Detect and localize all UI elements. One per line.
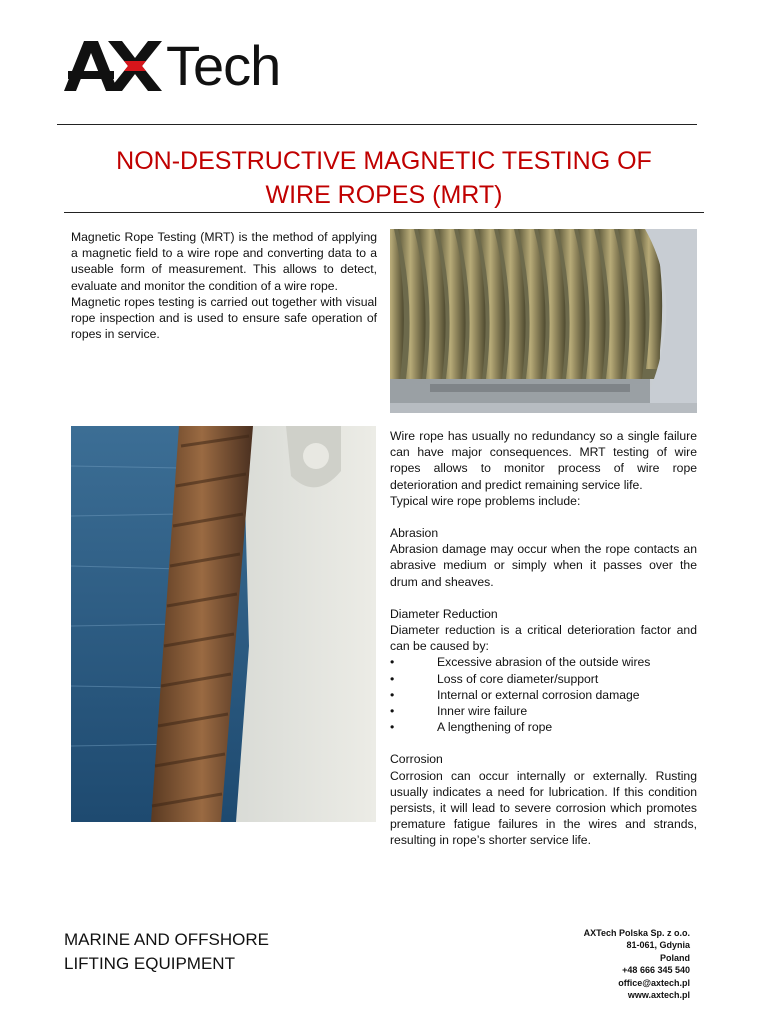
list-item: • Excessive abrasion of the outside wires — [390, 655, 651, 670]
ax-logo-mark — [64, 41, 164, 91]
tagline-line-2: LIFTING EQUIPMENT — [64, 954, 235, 973]
bullet-icon: • — [390, 720, 395, 735]
diameter-causes-list — [390, 654, 697, 735]
company-logo — [64, 36, 280, 96]
title-line-2: WIRE ROPES (MRT) — [265, 181, 503, 209]
intro-paragraph-2: Magnetic ropes testing is carried out together with visual rope inspection and is used to ensure safe operation of ropes in service. — [71, 294, 377, 342]
logo-wordmark: Tech — [166, 34, 281, 97]
contact-info — [584, 927, 690, 1001]
list-item: • Inner wire failure — [390, 704, 528, 719]
header-divider — [57, 124, 697, 125]
tagline-line-1: MARINE AND OFFSHORE — [64, 930, 269, 949]
body-paragraph-1: Wire rope has usually no redundancy so a single failure can have major consequences. MRT testing of wire ropes allows to monitor process of wire rope deterioration and predict remaining service life. — [390, 429, 697, 492]
bullet-icon: • — [390, 671, 395, 686]
footer-tagline — [64, 928, 269, 976]
body-paragraph-2: Typical wire rope problems include: — [390, 493, 581, 508]
title-divider — [64, 212, 704, 213]
company-website[interactable]: www.axtech.pl — [627, 990, 690, 1001]
intro-paragraph-1: Magnetic Rope Testing (MRT) is the method of applying a magnetic field to a wire rope and converting data to a useable form of measurement. This allows to detect, evaluate and monitor the condition of a wire rope. — [71, 230, 377, 293]
company-address: 81-061, Gdynia — [626, 940, 690, 951]
abrasion-heading: Abrasion — [390, 526, 439, 541]
title-line-1: NON-DESTRUCTIVE MAGNETIC TESTING OF — [116, 147, 652, 175]
bullet-icon: • — [390, 704, 395, 719]
list-item: • Loss of core diameter/support — [390, 671, 599, 686]
corrosion-text: Corrosion can occur internally or externally. Rusting usually indicates a need for lubrication. If this condition persists, it will lead to severe corrosion which promotes premature fatigue failures in the wires and strands, resulting in rope’s shorter service life. — [390, 768, 697, 848]
page-title — [64, 144, 704, 212]
abrasion-text: Abrasion damage may occur when the rope contacts an abrasive medium or simply when it passes over the drum and sheaves. — [390, 542, 697, 589]
bullet-icon: • — [390, 687, 395, 702]
company-name: AXTech Polska Sp. z o.o. — [583, 928, 690, 938]
bullet-icon: • — [390, 655, 395, 670]
list-item: • A lengthening of rope — [390, 720, 553, 735]
list-item: • Internal or external corrosion damage — [390, 687, 640, 702]
company-phone[interactable]: +48 666 345 540 — [622, 965, 690, 976]
problems-section — [390, 428, 697, 849]
corroded-rope-photo — [71, 426, 376, 822]
intro-section — [71, 229, 377, 342]
diameter-heading: Diameter Reduction — [390, 606, 498, 621]
corrosion-heading: Corrosion — [390, 752, 443, 767]
wire-rope-drum-photo — [390, 229, 697, 413]
company-email[interactable]: office@axtech.pl — [618, 977, 690, 988]
diameter-text: Diameter reduction is a critical deterioration factor and can be caused by: — [390, 623, 697, 654]
company-country: Poland — [659, 952, 690, 963]
